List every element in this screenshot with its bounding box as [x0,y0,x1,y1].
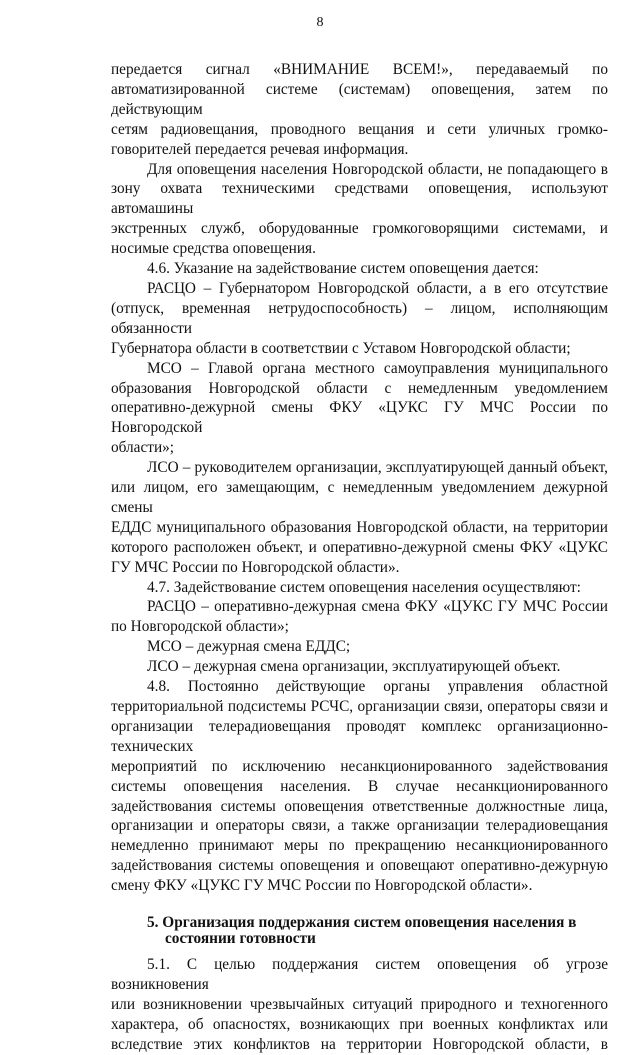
text-line: передается сигнал «ВНИМАНИЕ ВСЕМ!», передаваемый по [111,61,608,78]
clause-4-6: 4.6. Указание на задействование систем оповещения дается: [147,260,539,278]
clause-4-8 [111,677,608,896]
text-line: РАСЦО – оперативно-дежурная смена ФКУ «ЦУКС ГУ МЧС России [147,598,608,616]
paragraph-mso-duty: МСО – дежурная смена ЕДДС; [147,638,351,656]
text-line: зону охвата техническими средствами оповещения, используют автомашины [111,180,608,218]
text-line: Губернатора области в соответствии с Уставом Новгородской области; [111,339,571,357]
text-line: оперативно-дежурной смены ФКУ «ЦУКС ГУ МЧС России по Новгородской [111,399,608,437]
text-line: немедленно принимают меры по прекращению несанкционированного [111,837,608,855]
text-line: или возникновении чрезвычайных ситуаций природного и техногенного [111,995,608,1013]
text-line: или лицом, его замещающим, с немедленным уведомлением дежурной смены [111,479,608,516]
text-line: автоматизированной системе (системам) оповещения, затем по действующим [111,80,608,118]
clause-4-7: 4.7. Задействование систем оповещения населения осуществляют: [147,578,581,596]
paragraph-mso [111,359,608,459]
paragraph-signal [111,60,608,160]
text-line: ЕДДС муниципального образования Новгородской области, на территории [111,518,608,536]
text-line: говорителей передается речевая информация. [111,140,409,158]
text-line: (отпуск, временная нетрудоспособность) – лицом, исполняющим обязанности [111,299,608,337]
text-line: ГУ МЧС России по Новгородской области». [111,558,400,576]
text-line: МСО – Главой органа местного самоуправления муниципального [147,359,608,377]
text-line: области»; [111,439,175,457]
heading-line: 5. Организация поддержания систем оповещения населения в [147,914,577,932]
clause-5-1 [111,955,608,1055]
page-number: 8 [316,15,324,30]
text-line: системы оповещения населения. В случае несанкционированного [111,777,608,795]
text-line: образования Новгородской области с немедленным уведомлением [111,379,608,397]
heading-line: состоянии готовности [165,930,316,948]
paragraph-lso [111,458,608,577]
text-line: 4.8. Постоянно действующие органы управления областной [147,678,608,696]
text-line: задействования системы оповещения и оповещают оперативно-дежурную [111,857,608,875]
text-line: смену ФКУ «ЦУКС ГУ МЧС России по Новгородской области». [111,877,533,895]
text-line: организации телерадиовещания проводят комплекс организационно-технических [111,717,608,755]
text-line: задействования системы оповещения ответственные должностные лица, [111,797,608,815]
paragraph-lso-duty: ЛСО – дежурная смена организации, эксплуатирующей объект. [147,658,561,676]
paragraph-outside-coverage [111,160,608,260]
section-5-heading [111,915,608,947]
text-line: мероприятий по исключению несанкционированного задействования [111,757,608,775]
text-line: Для оповещения населения Новгородской области, не попадающего в [147,160,608,178]
text-line: вследствие этих конфликтов на территории Новгородской области, в [111,1035,608,1053]
text-line: которого расположен объект, и оперативно-дежурной смены ФКУ «ЦУКС [111,538,608,556]
text-line: организации и операторы связи, а также организации телерадиовещания [111,817,608,835]
text-line: по Новгородской области»; [111,618,289,636]
paragraph-rasco [111,279,608,359]
document-body [111,60,608,1055]
text-line: 5.1. С целью поддержания систем оповещения об угрозе возникновения [111,956,608,993]
text-line: сетям радиовещания, проводного вещания и сети уличных громко- [111,120,608,138]
text-line: носимые средства оповещения. [111,240,316,258]
text-line: экстренных служб, оборудованные громкоговорящими системами, и [111,220,608,238]
text-line: ЛСО – руководителем организации, эксплуатирующей данный объект, [147,459,608,477]
text-line: характера, об опасностях, возникающих при военных конфликтах или [111,1015,608,1033]
text-line: РАСЦО – Губернатором Новгородской области, а в его отсутствие [147,279,608,297]
paragraph-rasco-duty [111,597,608,637]
text-line: территориальной подсистемы РСЧС, организации связи, операторы связи и [111,698,608,715]
